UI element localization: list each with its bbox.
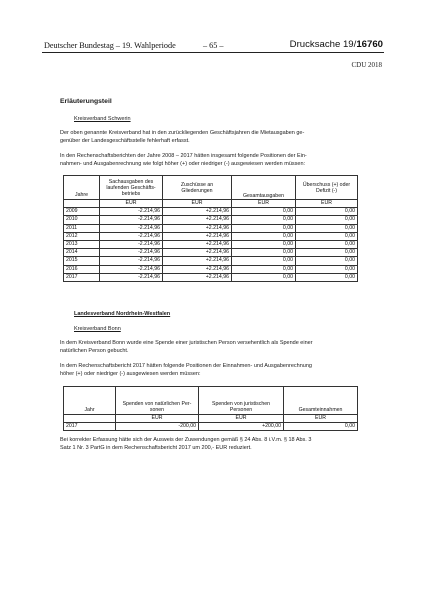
year-cell: 2014 — [64, 249, 100, 257]
paragraph-4-line-1: In dem Rechenschaftsbericht 2017 hätten folgende Positionen der Einnahmen- und Ausgabenrechnung — [60, 363, 312, 369]
value-cell: +2.214,96 — [163, 249, 232, 257]
value-cell: 0,00 — [232, 257, 296, 265]
value-cell: 0,00 — [296, 216, 358, 224]
table-row — [64, 423, 358, 431]
value-cell: -2.214,96 — [100, 249, 163, 257]
table-row — [64, 240, 358, 248]
paragraph-5-line-2: Satz 1 Nr. 3 PartG in dem Rechenschaftsbericht 2017 um 200,- EUR reduziert. — [60, 445, 252, 451]
year-cell: 2017 — [64, 273, 100, 281]
value-cell: -2.214,96 — [100, 240, 163, 248]
table-row — [64, 265, 358, 273]
paragraph-1-line-2: genüber der Landesgeschäftsstelle fehlerhaft erfasst. — [60, 138, 190, 144]
table-row — [64, 208, 358, 216]
year-cell: 2015 — [64, 257, 100, 265]
value-cell: 0,00 — [296, 249, 358, 257]
value-cell: 0,00 — [232, 232, 296, 240]
year-cell: 2009 — [64, 208, 100, 216]
value-cell: +2.214,96 — [163, 257, 232, 265]
party-label: CDU 2018 — [351, 61, 382, 69]
value-cell: 0,00 — [232, 224, 296, 232]
table-row — [64, 273, 358, 281]
column-header: Spenden von natürlichen Per-sonen — [116, 387, 199, 415]
table-unit-row — [64, 415, 358, 423]
section-heading: Erläuterungsteil — [60, 98, 112, 105]
column-header: Jahre — [64, 176, 100, 200]
table-row — [64, 232, 358, 240]
value-cell: 0,00 — [232, 265, 296, 273]
document-number — [290, 39, 383, 50]
column-header: Sachausgaben des laufenden Geschäfts-betriebs — [100, 176, 163, 200]
table-bonn — [63, 386, 358, 431]
doc-number-bold: 16760 — [356, 39, 383, 50]
column-header: Überschuss (+) oder Defizit (-) — [296, 176, 358, 200]
unit-cell: EUR — [199, 415, 284, 423]
unit-cell: EUR — [232, 200, 296, 208]
value-cell: +200,00 — [199, 423, 284, 431]
value-cell: -200,00 — [116, 423, 199, 431]
subheading-nrw: Landesverband Nordrhein-Westfalen — [74, 311, 171, 317]
value-cell: 0,00 — [232, 273, 296, 281]
value-cell: -2.214,96 — [100, 257, 163, 265]
page-number: – 65 – — [203, 41, 224, 50]
value-cell: 0,00 — [232, 240, 296, 248]
value-cell: 0,00 — [296, 265, 358, 273]
subheading-schwerin: Kreisverband Schwerin — [74, 116, 131, 122]
table-row — [64, 249, 358, 257]
value-cell: +2.214,96 — [163, 273, 232, 281]
value-cell: +2.214,96 — [163, 224, 232, 232]
year-cell: 2016 — [64, 265, 100, 273]
paragraph-2-line-2: nahmen- und Ausgabenrechnung wie folgt höher (+) oder niedriger (-) ausgewiesen werden müssen: — [60, 161, 306, 167]
value-cell: -2.214,96 — [100, 273, 163, 281]
value-cell: +2.214,96 — [163, 216, 232, 224]
value-cell: -2.214,96 — [100, 216, 163, 224]
value-cell: 0,00 — [296, 208, 358, 216]
parliament-label: Deutscher Bundestag – 19. Wahlperiode — [44, 41, 176, 50]
value-cell: +2.214,96 — [163, 240, 232, 248]
paragraph-2-line-1: In den Rechenschaftsberichten der Jahre 2008 – 2017 hätten insgesamt folgende Positionen der Ein- — [60, 153, 307, 159]
value-cell: 0,00 — [296, 232, 358, 240]
year-cell: 2012 — [64, 232, 100, 240]
value-cell: 0,00 — [232, 216, 296, 224]
value-cell: +2.214,96 — [163, 265, 232, 273]
value-cell: -2.214,96 — [100, 208, 163, 216]
column-header: Gesamteinnahmen — [284, 387, 358, 415]
unit-cell: EUR — [116, 415, 199, 423]
table-row — [64, 216, 358, 224]
unit-cell — [64, 415, 116, 423]
value-cell: 0,00 — [296, 273, 358, 281]
table-header-row — [64, 176, 358, 200]
paragraph-4-line-2: höher (+) oder niedriger (-) ausgewiesen werden müssen: — [60, 371, 201, 377]
year-cell: 2017 — [64, 423, 116, 431]
unit-cell: EUR — [100, 200, 163, 208]
subheading-bonn: Kreisverband Bonn — [74, 326, 121, 332]
value-cell: 0,00 — [232, 208, 296, 216]
header-rule — [42, 52, 384, 53]
value-cell: -2.214,96 — [100, 224, 163, 232]
value-cell: 0,00 — [296, 257, 358, 265]
unit-cell: EUR — [284, 415, 358, 423]
paragraph-5-line-1: Bei korrekter Erfassung hätte sich der Ausweis der Zuwendungen gemäß § 24 Abs. 8 i.V.m. § 18 Abs. 3 — [60, 437, 312, 443]
paragraph-1-line-1: Der oben genannte Kreisverband hat in den zurückliegenden Geschäftsjahren die Mietausgaben ge- — [60, 130, 305, 136]
paragraph-3-line-2: natürlichen Person gebucht. — [60, 348, 129, 354]
value-cell: 0,00 — [232, 249, 296, 257]
table-schwerin — [63, 175, 358, 282]
value-cell: +2.214,96 — [163, 232, 232, 240]
column-header: Spenden von juristischen Personen — [199, 387, 284, 415]
value-cell: 0,00 — [284, 423, 358, 431]
table-row — [64, 257, 358, 265]
value-cell: -2.214,96 — [100, 232, 163, 240]
unit-cell — [64, 200, 100, 208]
table-row — [64, 224, 358, 232]
doc-prefix: Drucksache 19/ — [289, 39, 357, 50]
column-header: Zuschüsse an Gliederungen — [163, 176, 232, 200]
value-cell: -2.214,96 — [100, 265, 163, 273]
year-cell: 2011 — [64, 224, 100, 232]
value-cell: +2.214,96 — [163, 208, 232, 216]
year-cell: 2013 — [64, 240, 100, 248]
paragraph-3-line-1: In dem Kreisverband Bonn wurde eine Spende einer juristischen Person versehentlich als Spende einer — [60, 340, 313, 346]
table-unit-row — [64, 200, 358, 208]
unit-cell: EUR — [296, 200, 358, 208]
value-cell: 0,00 — [296, 224, 358, 232]
column-header: Gesamtausgaben — [232, 176, 296, 200]
column-header: Jahr — [64, 387, 116, 415]
year-cell: 2010 — [64, 216, 100, 224]
table-header-row — [64, 387, 358, 415]
value-cell: 0,00 — [296, 240, 358, 248]
unit-cell: EUR — [163, 200, 232, 208]
